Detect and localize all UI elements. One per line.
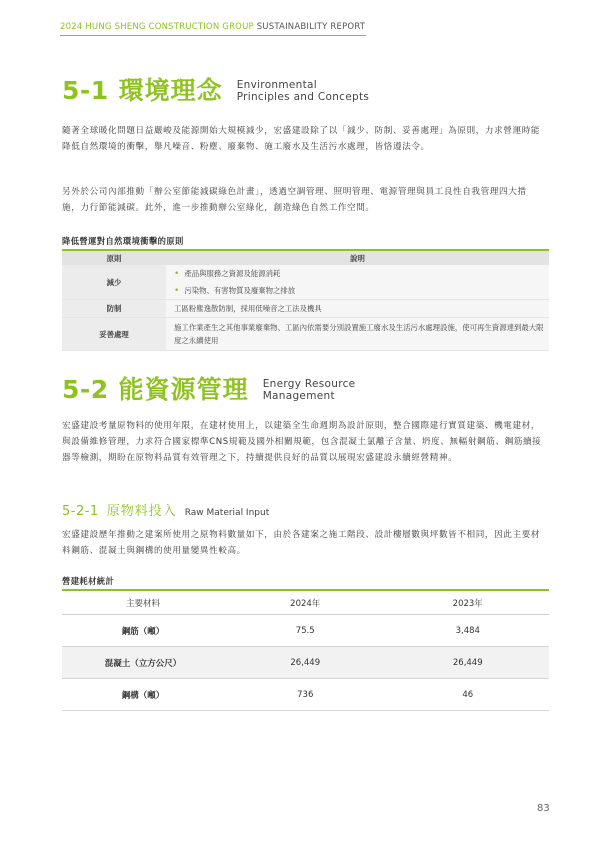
header-accent-text: 2024 HUNG SHENG CONSTRUCTION GROUP <box>60 22 254 32</box>
header-report-title: SUSTAINABILITY REPORT <box>253 22 366 32</box>
table-row <box>62 318 549 351</box>
value-2024-cell: 736 <box>224 679 387 711</box>
subsection-number: 5-2-1 <box>62 504 99 519</box>
section-english-title <box>263 378 356 402</box>
material-name-cell: 鋼構（噸） <box>62 679 224 711</box>
table-header-cell: 2023年 <box>387 590 550 615</box>
material-name-cell: 混凝土（立方公尺） <box>62 647 224 679</box>
table-header-cell: 主要材料 <box>62 590 224 615</box>
table-header-cell: 2024年 <box>224 590 387 615</box>
section-title: 環境理念 <box>118 76 223 105</box>
description-cell <box>166 265 549 300</box>
table-row <box>62 615 549 647</box>
list-item-text: 產品與服務之資源及能源消耗 <box>184 269 281 278</box>
material-name-cell: 鋼筋（噸） <box>62 615 224 647</box>
section-english-line1: Energy Resource <box>262 377 356 390</box>
subsection-5-2-1-heading <box>62 500 269 519</box>
section-english-line2: Management <box>262 389 335 402</box>
value-2024-cell: 26,449 <box>224 647 387 679</box>
table-row <box>62 300 549 318</box>
section-5-2-heading <box>62 377 355 402</box>
value-2023-cell: 46 <box>387 679 550 711</box>
section-5-1-heading <box>62 78 369 103</box>
list-item-text: 污染物、有害物質及廢棄物之排放 <box>184 286 296 295</box>
principle-cell: 防制 <box>62 300 166 318</box>
page-number: 83 <box>537 803 550 814</box>
principle-cell: 減少 <box>62 265 166 300</box>
table-row <box>62 679 549 711</box>
list-item <box>174 265 549 282</box>
section-number: 5-1 <box>62 76 109 105</box>
principle-table-caption: 降低營運對自然環境衝擊的原則 <box>62 236 184 246</box>
table-row <box>62 265 549 300</box>
section-english-line2: Principles and Concepts <box>236 90 370 103</box>
report-header <box>60 22 365 32</box>
raw-material-paragraph: 宏盛建設歷年推動之建案所使用之原物料數量如下，由於各建案之施工階段、設計樓層數與坪數皆不相同，因此主要材料鋼筋、混凝土與鋼構的使用量變異性較高。 <box>62 530 541 556</box>
table-header-row <box>62 590 549 615</box>
description-text: 施工作業產生之其他事業廢棄物、工區內依需要分別設置施工廢水及生活污水處理設施，使可再生資源達到最大限度之永續使用 <box>174 323 544 345</box>
table-row <box>62 647 549 679</box>
table-header-cell: 原則 <box>62 250 166 265</box>
description-cell <box>166 318 549 351</box>
principle-cell: 妥善處理 <box>62 318 166 351</box>
environment-paragraph-1: 隨著全球暖化問題日益嚴峻及能源開始大規模減少，宏盛建設除了以「減少、防制、妥善處理」為原則，力求營運時能降低自然環境的衝擊，舉凡噪音、粉塵、廢棄物、施工廢水及生活污水處理，皆恪遵法令。 <box>62 126 541 152</box>
value-2023-cell: 3,484 <box>387 615 550 647</box>
bullet-icon: • <box>174 268 180 279</box>
principle-table <box>62 249 549 351</box>
subsection-english-title: Raw Material Input <box>184 508 270 518</box>
value-2024-cell: 75.5 <box>224 615 387 647</box>
section-english-title <box>237 79 369 103</box>
table-header-row <box>62 250 549 265</box>
section-number: 5-2 <box>62 375 109 404</box>
bullet-icon: • <box>174 285 180 296</box>
description-cell: 工區粉塵逸散防制，採用低噪音之工法及機具 <box>166 300 549 318</box>
material-table-caption: 營建耗材統計 <box>62 576 115 586</box>
subsection-title: 原物料投入 <box>106 504 177 519</box>
section-english-line1: Environmental <box>236 78 317 91</box>
header-divider <box>60 35 366 36</box>
resource-paragraph: 宏盛建設考量原物料的使用年限，在建材使用上，以建築全生命週期為設計原則，整合國際建行實質建築、機電建材，與設備維修管理，力求符合國家標準CNS規範及國外相關規範，包含混凝土氯離子含量、坍度、無輻射鋼筋、鋼筋續接器等檢測，期盼在原物料品質有效管理之下，持續提供良好的品質以展現宏盛建設永續經營精神。 <box>62 421 542 463</box>
table-header-cell: 說明 <box>166 250 549 265</box>
list-item <box>174 282 549 299</box>
environment-paragraph-2: 另外於公司內部推動「辦公室節能減碳綠色計畫」，透過空調管理、照明管理、電源管理與員工良性自我管理四大措施，力行節能減碳。此外，進一步推動辦公室綠化，創造綠色自然工作空間。 <box>62 187 527 213</box>
value-2023-cell: 26,449 <box>387 647 550 679</box>
section-title: 能資源管理 <box>118 375 249 404</box>
material-table <box>62 589 549 711</box>
